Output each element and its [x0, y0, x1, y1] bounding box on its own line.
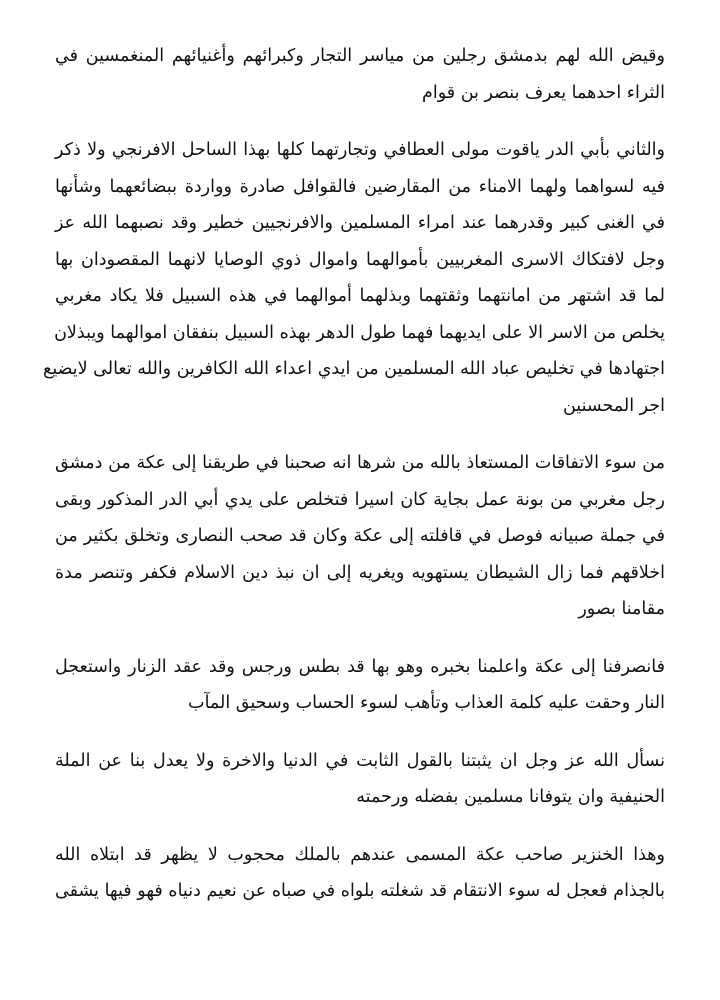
- paragraph-4: [55, 649, 665, 722]
- text-line: وهذا الخنزير صاحب عكة المسمى عندهم بالملك محجوب لا يظهر قد ابتلاه الله: [55, 844, 665, 865]
- text-line: وجل لافتكاك الاسرى المغربيين بأموالهما واموال ذوي الوصايا لانهما المقصودان بها: [55, 249, 665, 270]
- text-line: في الغنى كبير وقدرهما عند امراء المسلمين والافرنجيين خطير وقد نصبهما الله عز: [55, 213, 665, 233]
- text-line: يخلص من الاسر الا على ايديهما فهما طول الدهر بهذه السبيل بنفقان اموالهما ويبذلان: [54, 322, 665, 343]
- text-line: نسأل الله عز وجل ان يثبتنا بالقول الثابت في الدنيا والاخرة ولا يعدل بنا عن الملة: [55, 750, 665, 771]
- text-line: رجل مغربي من بونة عمل بجاية كان اسيرا فتخلص على يدي أبي الدر المذكور وبقى: [55, 489, 665, 510]
- document-page: [43, 38, 665, 931]
- paragraph-1: [55, 38, 665, 111]
- text-line: اجر المحسنين: [562, 395, 665, 416]
- paragraph-3: [55, 445, 665, 628]
- text-line: الثراء احدهما يعرف بنصر بن قوام: [422, 82, 665, 103]
- text-line: مقامنا بصور: [578, 599, 665, 619]
- text-line: بالجذام فعجل له سوء الانتقام قد شغلته بلواه في صباه عن نعيم دنياه فهو فيها يشقى: [55, 881, 665, 901]
- text-line: اجتهادها في تخليص عباد الله المسلمين من ايدي اعداء الله الكافرين والله تعالى لايضيع: [43, 359, 665, 379]
- text-line: النار وحقت عليه كلمة العذاب وتأهب لسوء الحساب وسحيق المآب: [188, 693, 665, 713]
- text-line: فانصرفنا إلى عكة واعلمنا بخبره وهو بها قد بطس ورجس وقد عقد الزنار واستعجل: [55, 656, 665, 677]
- text-line: في جملة صبيانه فوصل في قافلته إلى عكة وكان قد صحب النصارى وتخلق بكثير من: [55, 526, 665, 546]
- text-line: لما قد اشتهر من امانتهما وثقتهما وبذلهما أموالهما في هذه السبيل فلا يكاد مغربي: [55, 286, 665, 306]
- paragraph-5: [55, 743, 665, 816]
- text-line: وقيض الله لهم بدمشق رجلين من مياسر التجار وكبرائهم وأغنيائهم المنغمسين في: [55, 46, 665, 66]
- text-line: اخلاقهم فما زال الشيطان يستهويه ويغريه إلى ان نبذ دين الاسلام فكفر وتنصر مدة: [55, 562, 665, 583]
- text-line: من سوء الاتفاقات المستعاذ بالله من شرها انه صحبنا في طريقنا إلى عكة من دمشق: [55, 453, 665, 473]
- paragraph-6: [55, 837, 665, 910]
- text-line: والثاني بأبي الدر ياقوت مولى العطافي وتجارتهما كلها بهذا الساحل الافرنجي ولا ذكر: [55, 140, 665, 160]
- paragraph-2: [43, 132, 665, 424]
- text-line: فيه لسواهما ولهما الامناء من المقارضين فالقوافل صادرة وواردة ببضائعهما وشأنها: [55, 176, 665, 197]
- text-line: الحنيفية وان يتوفانا مسلمين بفضله ورحمته: [356, 787, 665, 807]
